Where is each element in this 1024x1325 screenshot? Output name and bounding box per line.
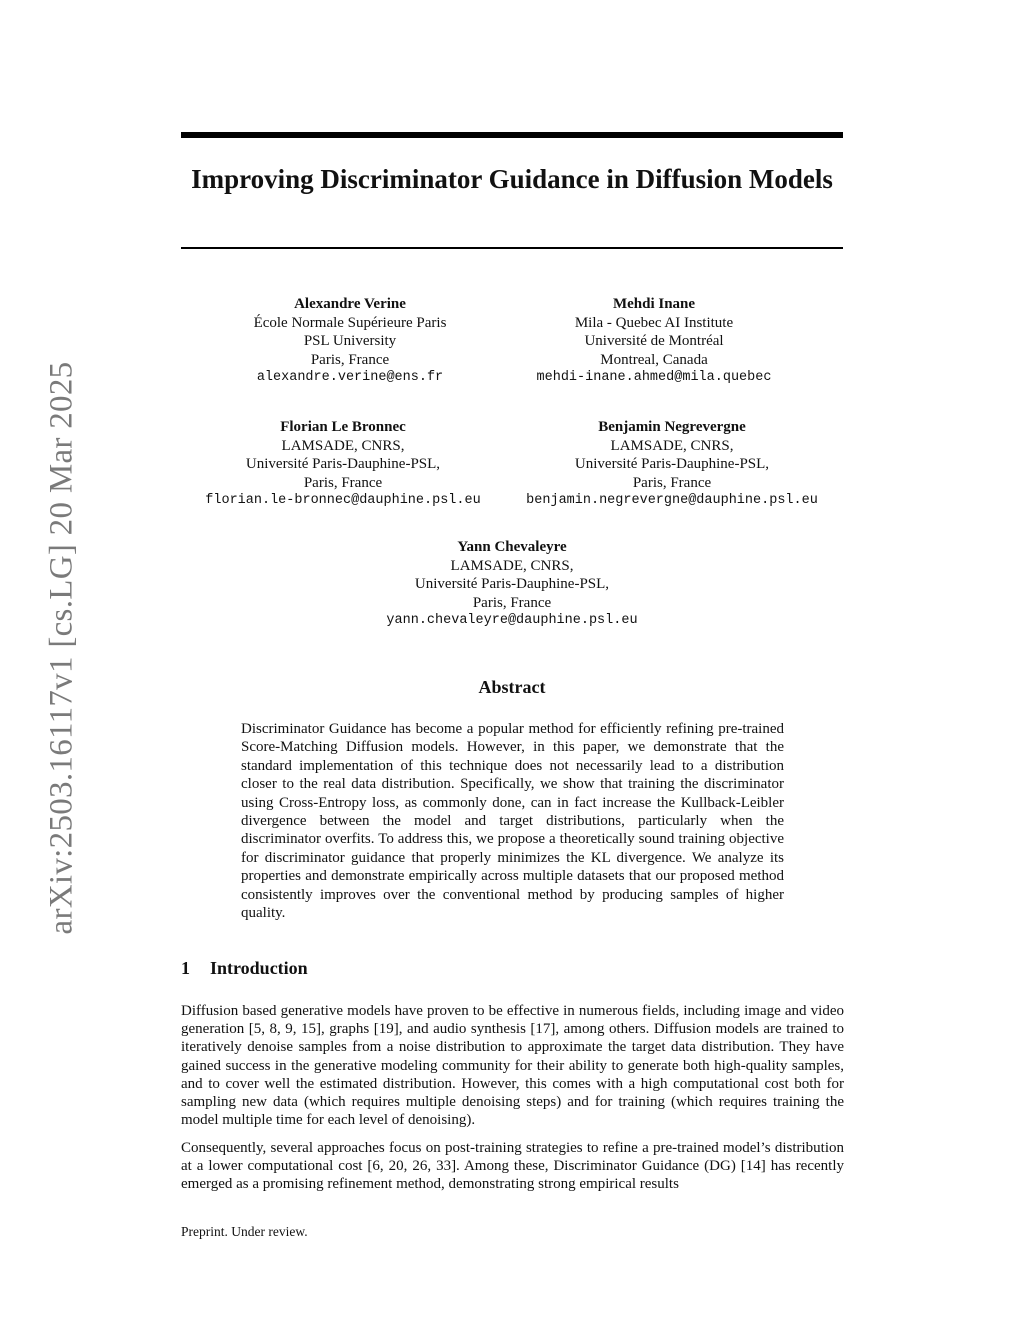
- author-block-inane: [489, 295, 819, 388]
- author-affiliation: LAMSADE, CNRS,: [610, 437, 734, 454]
- author-email[interactable]: mehdi-inane.ahmed@mila.quebec: [536, 370, 772, 386]
- paper-title: Improving Discriminator Guidance in Diffusion Models: [191, 164, 833, 194]
- author-block-chevaleyre: [347, 538, 677, 631]
- author-email[interactable]: alexandre.verine@ens.fr: [256, 370, 444, 386]
- author-name: Yann Chevaleyre: [457, 539, 567, 555]
- section-heading-introduction: [181, 958, 308, 979]
- author-affiliation: LAMSADE, CNRS,: [450, 557, 574, 574]
- author-affiliation: Montreal, Canada: [600, 351, 708, 368]
- author-email[interactable]: benjamin.negrevergne@dauphine.psl.eu: [526, 493, 818, 509]
- preprint-footer: Preprint. Under review.: [181, 1224, 308, 1239]
- author-affiliation: Université Paris-Dauphine-PSL,: [574, 456, 770, 473]
- author-block-le-bronnec: [178, 418, 508, 511]
- author-email[interactable]: yann.chevaleyre@dauphine.psl.eu: [386, 613, 638, 629]
- author-affiliation: Paris, France: [310, 351, 390, 368]
- author-block-verine: [185, 295, 515, 388]
- author-block-negrevergne: [507, 418, 837, 511]
- author-affiliation: Paris, France: [632, 474, 712, 491]
- author-affiliation: Paris, France: [472, 594, 552, 611]
- author-affiliation: Paris, France: [303, 474, 383, 491]
- title-bottom-rule: [181, 247, 843, 249]
- abstract-text: Discriminator Guidance has become a popular method for efficiently refining pre-trained Score-Matching Diffusion models. However, in this paper, we demonstrate that the standard implementation of this technique does not necessarily lead to a distribution closer to the real data distribution. Specifically, we show that training the discriminator using Cross-Entropy loss, as commonly done, can in fact increase the Kullback-Leibler divergence between the model and target distributions, particularly when the discriminator overfits. To address this, we propose a theoretically sound training objective for discriminator guidance that properly minimizes the KL divergence. We analyze its properties and demonstrate empirically across multiple datasets that our proposed method consistently improves over the conventional method by producing samples of higher quality.: [241, 721, 784, 922]
- author-affiliation: Université Paris-Dauphine-PSL,: [245, 456, 441, 473]
- author-affiliation: Université de Montréal: [584, 333, 724, 350]
- author-email[interactable]: florian.le-bronnec@dauphine.psl.eu: [205, 493, 481, 509]
- author-affiliation: École Normale Supérieure Paris: [253, 314, 447, 331]
- intro-paragraph: Diffusion based generative models have proven to be effective in numerous fields, including image and video generation [5, 8, 9, 15], graphs [19], and audio synthesis [17], among others. Diffusion models are trained to iteratively denoise samples from a noise distribution to approximate the target data distribution. They have gained success in the generative modeling community for their ability to generate both high-quality samples, and to cover well the estimated distribution. However, this comes with a high computational cost both for sampling new data (which requires multiple denoising steps) and for training (which requires training the model multiple time for each level of denoising).: [181, 1003, 844, 1129]
- author-affiliation: Mila - Quebec AI Institute: [574, 314, 734, 331]
- author-name: Florian Le Bronnec: [280, 419, 406, 435]
- author-name: Mehdi Inane: [612, 296, 696, 312]
- author-name: Benjamin Negrevergne: [598, 419, 746, 435]
- author-affiliation: PSL University: [303, 333, 397, 350]
- section-number: 1: [181, 958, 190, 978]
- author-affiliation: LAMSADE, CNRS,: [281, 437, 405, 454]
- intro-paragraph: Consequently, several approaches focus on post-training strategies to refine a pre-trained model’s distribution at a lower computational cost [6, 20, 26, 33]. Among these, Discriminator Guidance (DG) [14] has recently emerged as a promising refinement method, demonstrating strong empirical results: [181, 1140, 844, 1193]
- arxiv-identifier: arXiv:2503.16117v1 [cs.LG] 20 Mar 2025: [43, 361, 80, 935]
- title-top-rule: [181, 132, 843, 138]
- author-name: Alexandre Verine: [294, 296, 406, 312]
- author-affiliation: Université Paris-Dauphine-PSL,: [414, 576, 610, 593]
- section-title: Introduction: [210, 958, 308, 978]
- abstract-heading: Abstract: [478, 677, 546, 697]
